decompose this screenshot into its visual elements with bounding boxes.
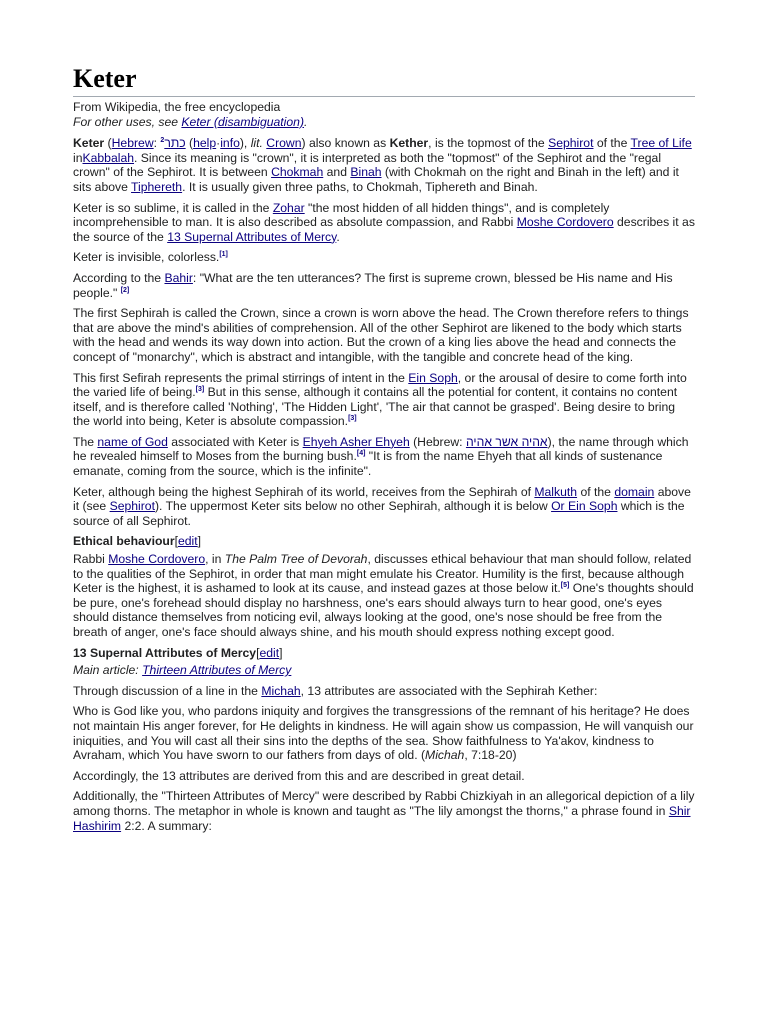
edit-section-link: [edit] [256, 645, 283, 660]
hatnote-prefix: For other uses, see [73, 114, 182, 129]
main-article-note [73, 663, 695, 678]
paragraph-lily [73, 789, 695, 833]
text-run: (Hebrew: [409, 434, 466, 449]
text-run: associated with Keter is [167, 434, 303, 449]
paragraph-bahir [73, 271, 695, 300]
footnote-ref[interactable]: [2] [120, 286, 130, 294]
text-run: Keter, although being the highest Sephirah of its world, receives from the Sephirah of [73, 484, 535, 499]
inline-link[interactable]: Kabbalah [82, 150, 135, 165]
footnote-ref[interactable]: [5] [560, 582, 570, 590]
hatnote [73, 115, 695, 130]
text-run: Who is God like you, who pardons iniquity and forgives the transgressions of the remnant of his heritage? He does not maintain His anger forever, for He delights in kindness. He will again show us compassion, He will vanquish our iniquities, and You will cast all their sins into the depths of the sea. Show faithfulness to Ya'akov, kindness to Avraham, which You have sworn to our fathers from days of old. ( [73, 704, 694, 763]
footnote-ref[interactable]: [3] [195, 386, 205, 394]
text-run: "It is from the name Ehyeh that all kinds of sustenance emanate, coming from the source, which is the infinite". [73, 449, 663, 479]
inline-link[interactable]: domain [614, 484, 655, 499]
main-article-prefix: Main article: [73, 663, 143, 678]
inline-link[interactable]: Zohar [272, 200, 305, 215]
text-run: in [73, 150, 83, 165]
text-run: , in [205, 552, 225, 567]
italic-text: lit. [250, 136, 263, 151]
disambiguation-link[interactable]: Keter (disambiguation) [181, 114, 305, 129]
italic-text: The Palm Tree of Devorah [224, 552, 368, 567]
text-run: Through discussion of a line in the [73, 683, 262, 698]
main-article-link[interactable]: Thirteen Attributes of Mercy [142, 663, 292, 678]
section-title: 13 Supernal Attributes of Mercy [73, 645, 257, 660]
inline-link[interactable]: Crown [266, 136, 302, 151]
paragraph-zohar [73, 201, 695, 245]
footnote-ref[interactable]: [3] [348, 415, 357, 423]
text-run: Additionally, the "Thirteen Attributes of Mercy" were described by Rabbi Chizkiyah in an allegorical depiction of a lily among thorns. The metaphor in whole is known and taught as "The lily amongst the thorns," a phrase found in [73, 789, 695, 818]
paragraph-malkuth [73, 485, 695, 529]
text-run: "the most hidden of all hidden things", and is completely incomprehensible to man. It is also described as absolute compassion, and Rabbi [73, 200, 610, 230]
section-heading-ethical-behaviour [73, 534, 695, 549]
paragraph-primal-stirrings [73, 371, 695, 429]
inline-link[interactable]: Or Ein Soph [551, 499, 618, 514]
text-run: (with Chokmah on the right and Binah in the left) and it sits above [73, 165, 679, 194]
hebrew-text: אהיה אשר אהיה [465, 434, 548, 449]
text-run: According to the [73, 270, 165, 285]
text-run: Keter is so sublime, it is called in the [73, 200, 273, 215]
inline-link[interactable]: Tiphereth [131, 179, 183, 194]
text-run: which is the source of all Sephirot. [73, 499, 685, 528]
inline-link[interactable]: Binah [350, 165, 382, 180]
inline-link[interactable]: Sephirot [548, 136, 594, 151]
paragraph-name-of-god [73, 435, 695, 479]
text-run: and [323, 165, 351, 180]
inline-link[interactable]: Hebrew [111, 136, 154, 151]
text-run: describes it as the source of the [73, 215, 695, 244]
text-run: , 13 attributes are associated with the Sephirah Kether: [300, 683, 598, 698]
text-run: The [73, 434, 98, 449]
paragraph-michah [73, 684, 695, 699]
text-run: of the [577, 484, 615, 499]
text-run: · [216, 136, 221, 151]
text-run: This first Sefirah represents the primal stirrings of intent in the [73, 370, 409, 385]
text-run: 2:2. A summary: [121, 818, 212, 833]
edit-section-link: [edit] [174, 534, 202, 549]
paragraph-derived [73, 769, 695, 784]
inline-link[interactable]: Sephirot [109, 499, 155, 514]
text-run: One's thoughts should be pure, one's forehead should display no harshness, one's ears should always turn to hear good, one's eyes should distance themselves from noticing evil, always looking at the good, one's nose should be free from the breath of anger, one's face should always shine, and his mouth should express nothing except good. [73, 581, 694, 639]
text-run: : [153, 136, 161, 151]
text-run: . It is usually given three paths, to Chokmah, Tiphereth and Binah. [182, 179, 538, 194]
text-run: above it (see [73, 484, 691, 514]
inline-link[interactable]: כתר [164, 136, 186, 151]
text-run: Rabbi [73, 552, 109, 567]
italic-text: Michah [425, 748, 465, 763]
footnote-ref[interactable]: [4] [356, 450, 366, 458]
inline-link[interactable]: Michah [261, 683, 301, 698]
inline-link[interactable]: Ehyeh Asher Ehyeh [302, 434, 410, 449]
text-run: ), the name through which he revealed himself to Moses from the burning bush. [73, 434, 689, 464]
article [73, 64, 695, 839]
section-heading-13-attributes [73, 646, 695, 661]
text-run: ) also known as [301, 136, 390, 151]
inline-link[interactable]: Ein Soph [408, 370, 458, 385]
text-run: , is the topmost of the [428, 136, 549, 151]
inline-link[interactable]: Tree of Life [630, 136, 692, 151]
footnote-ref[interactable]: [1] [219, 251, 228, 259]
inline-link[interactable]: Bahir [164, 270, 193, 285]
edit-link[interactable]: edit [177, 534, 198, 549]
bold-text: Keter [73, 136, 105, 151]
section-title: Ethical behaviour [73, 534, 175, 549]
page-title: Keter [73, 64, 695, 97]
text-run: But in this sense, although it contains all the potential for content, it contains no content itself, and is therefore called 'Nothing', 'The Hidden Light', 'The air that cannot be grasped'. Being desire to bring the world into being, Keter is absolute compassion. [73, 385, 678, 429]
text-run: , discusses ethical behaviour that man should follow, related to the qualities of the Sephirot, in order that man might emulate his Creator. Humility is the first, because although Keter is the highest, it is ashamed to look at its cause, and instead gazes at those below it. [73, 552, 692, 596]
paragraph-palm-tree [73, 552, 695, 640]
paragraph-quote [73, 704, 695, 762]
inline-link[interactable]: name of God [97, 434, 168, 449]
inline-link[interactable]: Moshe Cordovero [516, 215, 614, 230]
inline-link[interactable]: Chokmah [271, 165, 324, 180]
inline-link[interactable]: help [193, 136, 217, 151]
text-run: : "What are the ten utterances? The first is supreme crown, blessed be His name and His people." [73, 270, 673, 300]
paragraph-intro [73, 136, 695, 194]
text-run: of the [593, 136, 631, 151]
text-run: ), [239, 136, 251, 151]
text-run: , or the arousal of desire to come forth into the varied life of being. [73, 370, 687, 400]
text-run: Accordingly, the 13 attributes are derived from this and are described in great detail. [73, 768, 525, 783]
paragraph-invisible [73, 250, 695, 265]
paragraph-crown [73, 306, 695, 364]
inline-link[interactable]: Malkuth [534, 484, 578, 499]
text-run: ( [185, 136, 194, 151]
text-run: Keter is invisible, colorless. [73, 250, 220, 265]
edit-link[interactable]: edit [259, 645, 280, 660]
text-run: ( [104, 136, 112, 151]
footnote-ref[interactable]: 2 [160, 137, 165, 145]
site-tagline: From Wikipedia, the free encyclopedia [73, 100, 281, 114]
hatnote-suffix: . [304, 114, 308, 129]
text-run: . Since its meaning is "crown", it is interpreted as both the "topmost" of the Sephirot and the "regal crown" of the Sephirot. It is between [73, 150, 662, 180]
text-run: The first Sephirah is called the Crown, since a crown is worn above the head. The Crown therefore refers to things that are above the mind's abilities of comprehension. All of the other Sephirot are likened to the body which starts with the head and wends its way down into action. But the crown of a king lies above the head and connects the concept of "monarchy", which is abstract and intangible, with the tangible and concrete head of the king. [73, 306, 689, 364]
inline-link[interactable]: 13 Supernal Attributes of Mercy [167, 229, 337, 244]
text-run: , 7:18-20) [464, 748, 517, 763]
text-run: ). The uppermost Keter sits below no other Sephirah, although it is below [154, 499, 552, 514]
inline-link[interactable]: Shir Hashirim [73, 803, 691, 833]
inline-link[interactable]: Moshe Cordovero [108, 552, 206, 567]
inline-link[interactable]: info [220, 136, 240, 151]
text-run: . [336, 229, 340, 244]
bold-text: Kether [389, 136, 429, 151]
